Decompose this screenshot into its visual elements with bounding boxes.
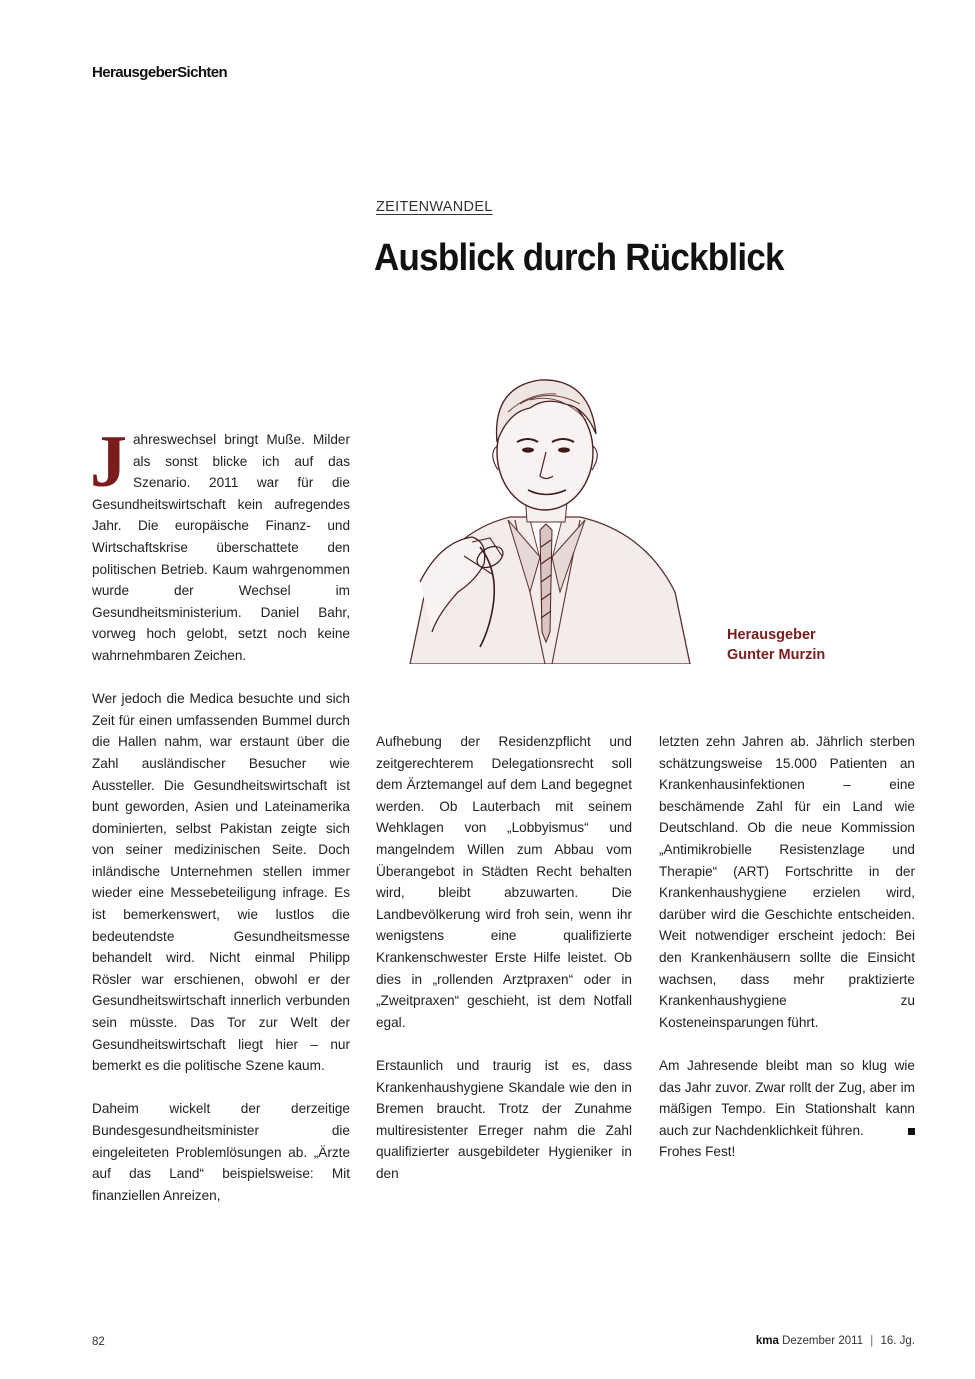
section-label: HerausgeberSichten [92,64,228,81]
closing-text: Am Jahresende bleibt man so klug wie das Jahr zuvor. Zwar rollt der Zug, aber im mäßigen Tempo. Ein Stationshalt kann auch zur Nachdenklichkeit führen. [659,1057,915,1138]
lead-text: ahreswechsel bringt Muße. Milder als sonst blicke ich auf das Szenario. 2011 war für die Gesundheitswirtschaft kein aufregendes Jahr. Die europäische Finanz- und Wirtschaftskrise überschattete den politischen Betrieb. Kaum wahrgenommen wurde der Wechsel im Gesundheitsministerium. Daniel Bahr, vorweg hoch gelobt, setzt noch keine wahrnehmbaren Zeichen. [92,432,350,663]
text-column-2 [376,731,632,1184]
article-kicker: ZEITENWANDEL [376,199,493,215]
paragraph-medica: Wer jedoch die Medica besuchte und sich Zeit für einen umfassenden Bummel durch die Hallen nahm, war erstaunt über die Zahl ausländischer Besucher wie Aussteller. Die Gesundheitswirtschaft ist bunt geworden, Asien und Lateinamerika dominierten, selbst Pakistan zeigte sich von seiner medizinischen Seite. Doch inländische Unternehmen stellen immer wieder eine Messebeteiligung infrage. Es ist bemerkenswert, wie lustlos die bedeutendste Gesundheitsmesse behandelt wird. Nicht einmal Philipp Rösler war erschienen, obwohl er der Gesundheitswirtschaft innerlich verbunden sein müsste. Das Tor zur Welt der Gesundheitswirtschaft liegt hier – nur bemerkt es die politische Szene kaum. [92,691,350,1074]
text-column-3 [659,731,915,1163]
footer-brand: kma [755,1335,779,1347]
footer-separator: | [870,1335,874,1347]
footer-issue: Dezember 2011 [782,1335,864,1347]
drop-cap: J [90,421,127,503]
signoff: Frohes Fest! [659,1144,736,1160]
portrait-caption [727,625,825,665]
lead-paragraph [90,421,350,667]
caption-role: Herausgeber [727,627,816,643]
paragraph-closing [659,1055,915,1141]
article-title: Ausblick durch Rückblick [374,237,784,279]
caption-name: Gunter Murzin [727,647,826,663]
end-square-icon [908,1128,915,1135]
footer-issue-info [600,1335,915,1347]
page-number: 82 [92,1336,105,1348]
text-column-1 [90,421,350,1206]
paragraph-hygiene-end: letzten zehn Jahren ab. Jährlich sterben schätzungsweise 15.000 Patienten an Krankenhausinfektionen – eine beschämende Zahl für ein Land wie Deutschland. Ob die neue Kommission „Antimikrobielle Resistenzlage und Therapie“ (ART) Fortschritte in der Krankenhaushygiene erzielen wird, darüber wird die Geschichte entscheiden. Weit notwendiger erscheint jedoch: Bei den Krankenhäusern sollte die Einsicht wachsen, dass mehr praktizierte Krankenhaushygiene zu Kosteneinsparungen führt. [659,734,915,1030]
paragraph-hygiene-start: Erstaunlich und traurig ist es, dass Krankenhaushygiene Skandale wie den in Bremen braucht. Trotz der Zunahme multiresistenter Erreger nahm die Zahl qualifizierter ausgebildeter Hygieniker in den [376,1057,632,1181]
paragraph-minister-start: Daheim wickelt der derzeitige Bundesgesundheitsminister die eingeleiteten Problemlösungen ab. „Ärzte auf das Land“ beispielsweise: Mit finanziellen Anreizen, [92,1101,350,1203]
author-portrait [380,342,710,664]
footer-volume: 16. Jg. [880,1335,915,1347]
paragraph-minister-end: Aufhebung der Residenzpflicht und zeitgerechterem Delegationsrecht soll dem Ärztemangel auf dem Land begegnet werden. Ob Lauterbach mit seinem Wehklagen von „Lobbyismus“ und mangelndem Willen zum Abbau vom Überangebot in Städten Recht behalten wird, bleibt abzuwarten. Die Landbevölkerung wird froh sein, wenn ihr wenigstens eine qualifizierte Krankenschwester Erste Hilfe leistet. Ob dies in „rollenden Arztpraxen“ oder in „Zweitpraxen“ geschieht, ist dem Notfall egal. [376,734,632,1030]
